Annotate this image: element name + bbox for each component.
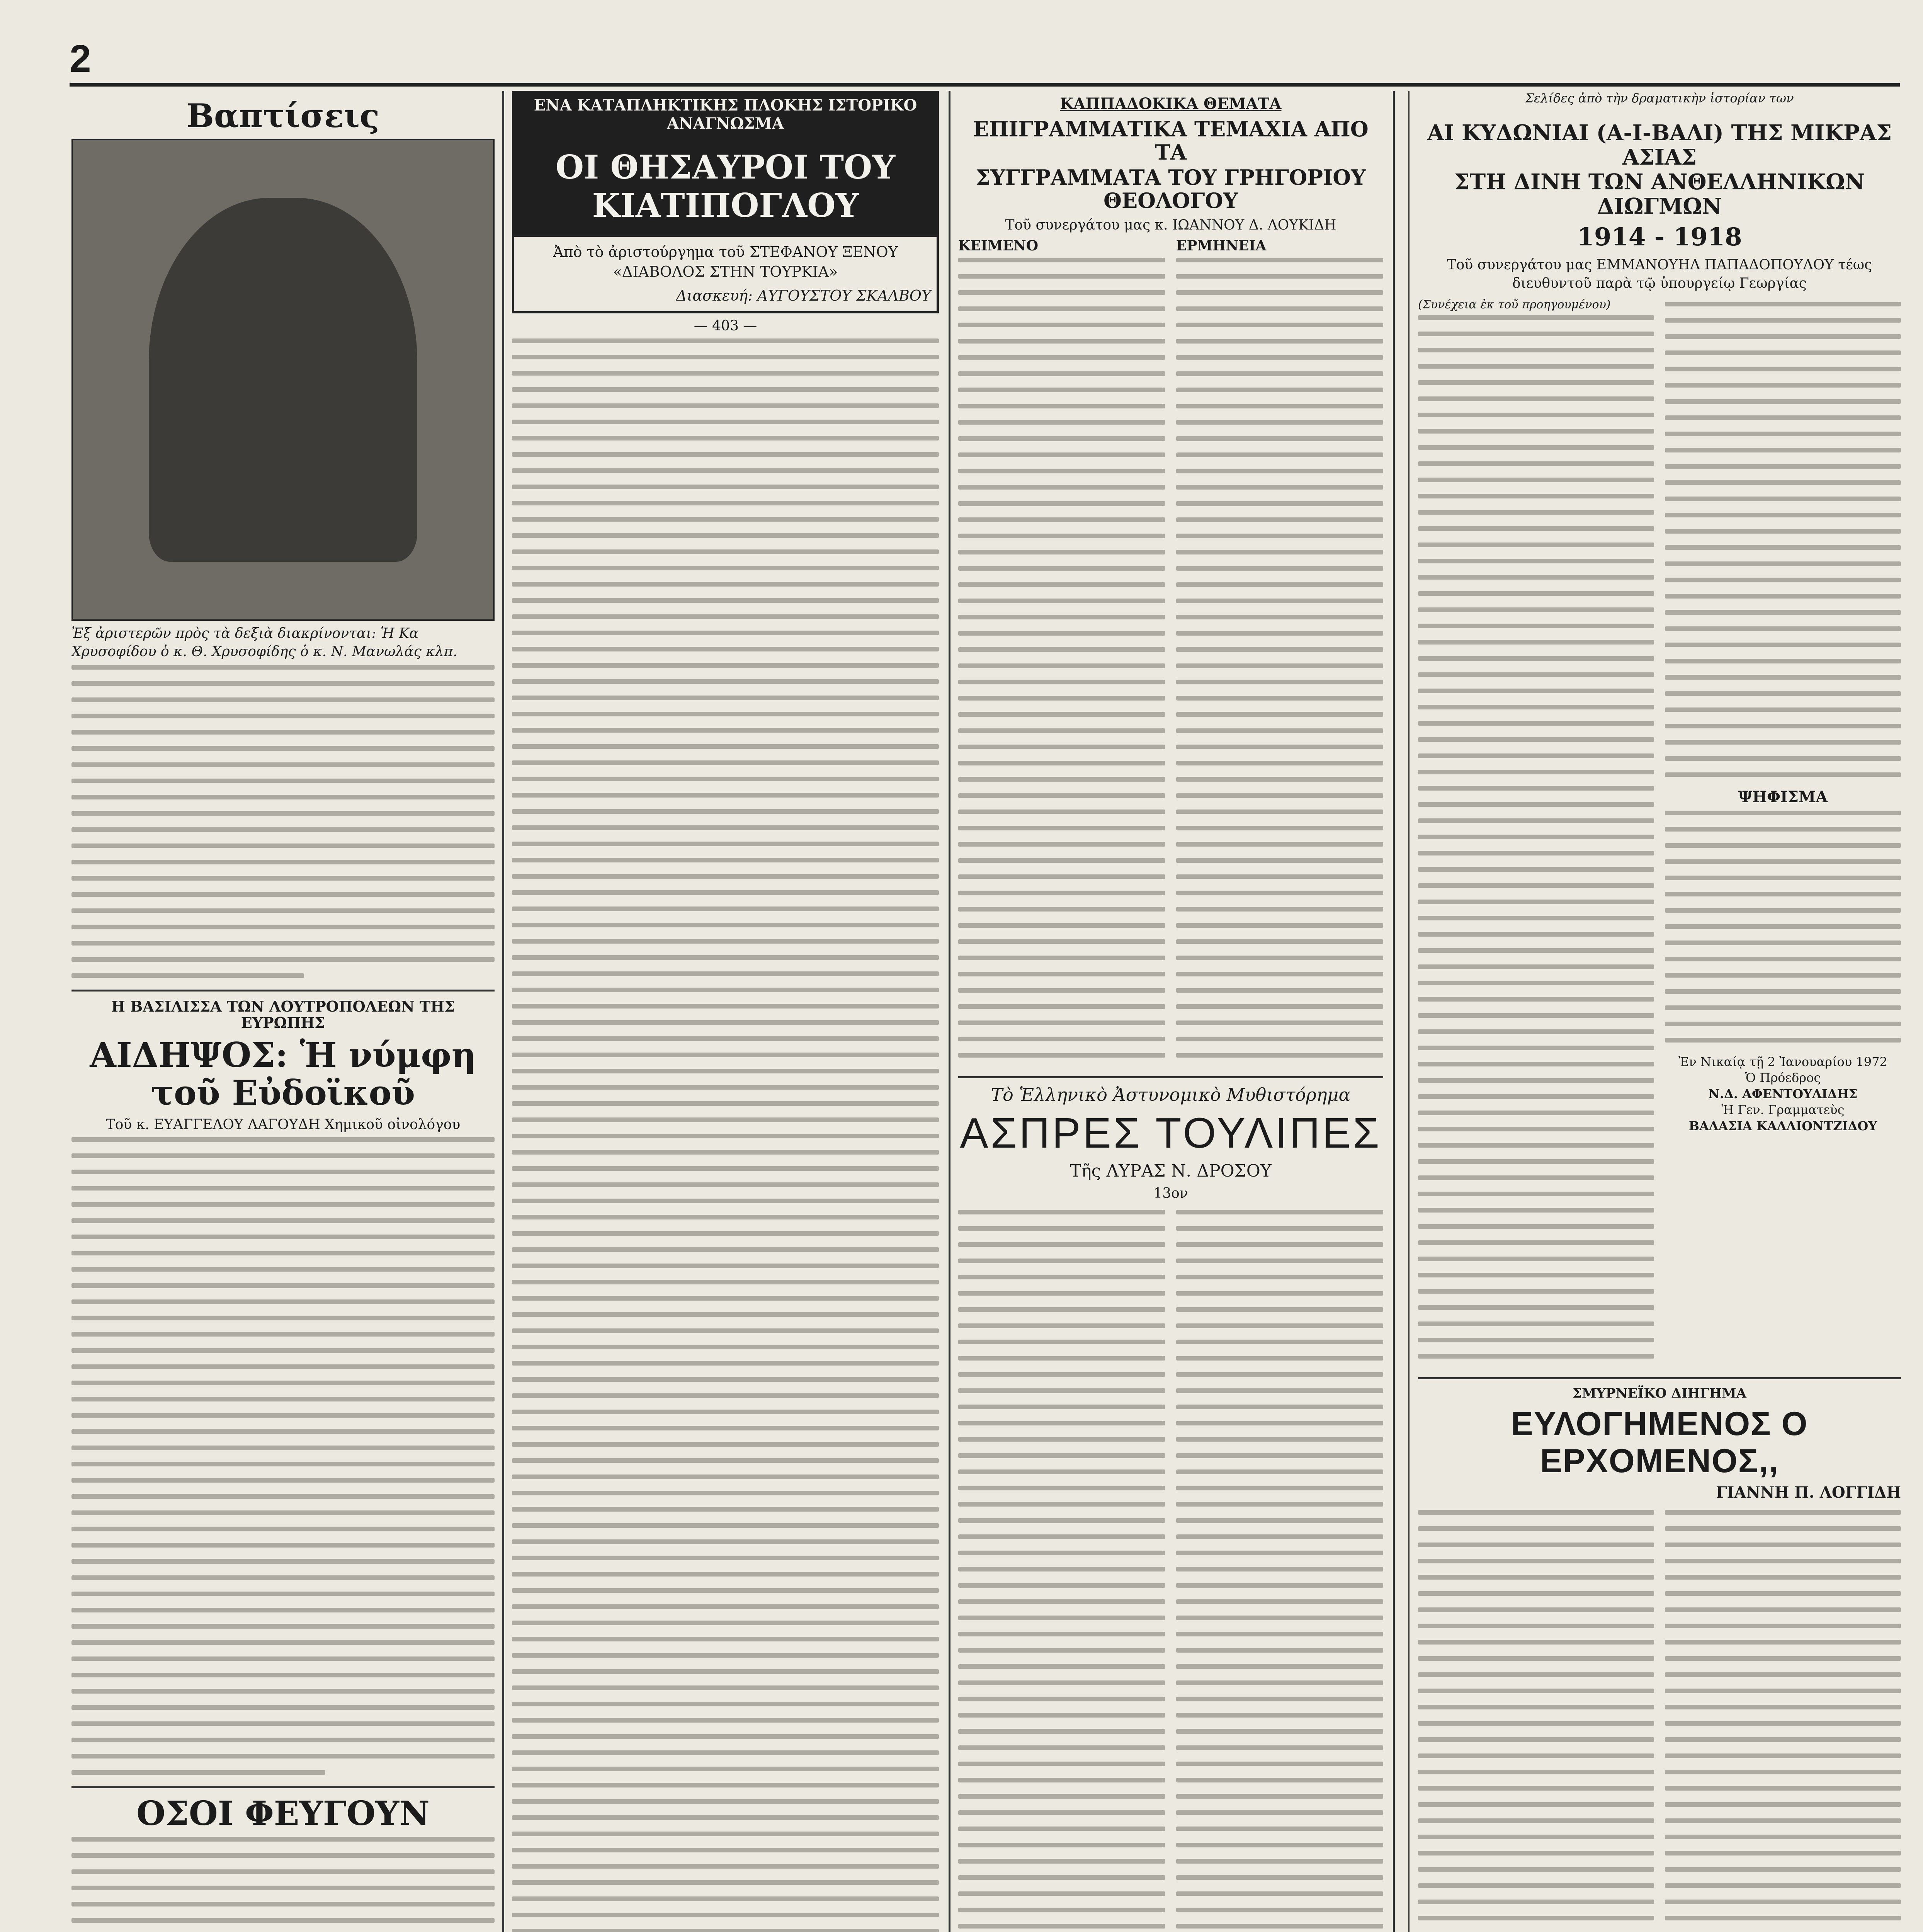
epigrams-two-columns xyxy=(958,238,1383,1069)
serial-source: Ἀπὸ τὸ ἀριστούργημα τοῦ ΣΤΕΦΑΝΟΥ ΞΕΝΟΥ «ΔΙΑΒΟΛΟΣ ΣΤΗΝ ΤΟΥΡΚΙΑ» xyxy=(553,243,898,281)
aidipsos-text xyxy=(71,1137,495,1775)
serial-kicker: ΕΝΑ ΚΑΤΑΠΛΗΚΤΙΚΗΣ ΠΛΟΚΗΣ ΙΣΤΟΡΙΚΟ ΑΝΑΓΝΩΣΜΑ xyxy=(512,91,939,138)
top-rule xyxy=(70,83,1900,87)
history-text-left xyxy=(1418,315,1654,1359)
epigrams-byline: Τοῦ συνεργάτου μας κ. ΙΩΑΝΝΟΥ Δ. ΛΟΥΚΙΔΗ xyxy=(1005,217,1336,233)
label-ermineia: ΕΡΜΗΝΕΙΑ xyxy=(1176,237,1267,254)
decree-text xyxy=(1665,811,1901,1043)
column-5 xyxy=(1418,91,1901,1932)
divider xyxy=(1418,1377,1901,1379)
divider xyxy=(958,1076,1383,1078)
story-kicker: ΣΜΥΡΝΕΪΚΟ ΔΙΗΓΗΜΑ xyxy=(1572,1385,1747,1401)
column-1 xyxy=(71,91,495,1932)
history-text-right xyxy=(1665,302,1901,777)
decree-name-1: Ν.Δ. ΑΦΕΝΤΟΥΛΙΔΗΣ xyxy=(1708,1086,1858,1101)
decree-signatures xyxy=(1665,1054,1901,1134)
baptism-photo-caption: Ἐξ ἀριστερῶν πρὸς τὰ δεξιὰ διακρίνονται: Ἡ Κα Χρυσοφίδου ὁ κ. Θ. Χρυσοφίδης ὁ κ. Ν. Μανωλάς κλπ. xyxy=(71,626,457,660)
history-two-columns xyxy=(1418,298,1901,1370)
decree-name-2: ΒΑΛΑΣΙΑ ΚΑΛΛΙΟΝΤΖΙΔΟΥ xyxy=(1688,1118,1877,1133)
history-years: 1914 - 1918 xyxy=(1577,222,1742,252)
column-3 xyxy=(958,91,1383,1932)
column-divider xyxy=(949,91,950,1932)
history-title-2: ΣΤΗ ΔΙΝΗ ΤΩΝ ΑΝΘΕΛΛΗΝΙΚΩΝ ΔΙΩΓΜΩΝ xyxy=(1454,169,1865,219)
serial-title: ΟΙ ΘΗΣΑΥΡΟΙ ΤΟΥ ΚΙΑΤΙΠΟΓΛΟΥ xyxy=(512,138,939,235)
story-author: ΓΙΑΝΝΗ Π. ΛΟΓΓΙΔΗ xyxy=(1716,1483,1901,1502)
column-divider xyxy=(1408,91,1410,1932)
keimeno-text xyxy=(958,258,1165,1058)
history-cont-note: (Συνέχεια ἐκ τοῦ προηγουμένου) xyxy=(1418,298,1611,311)
novel-author: Τῆς ΛΥΡΑΣ Ν. ΔΡΟΣΟΥ xyxy=(1070,1161,1272,1181)
serial-adaptation: Διασκευή: ΑΥΓΟΥΣΤΟΥ ΣΚΑΛΒΟΥ xyxy=(676,287,931,304)
label-keimeno: ΚΕΙΜΕΝΟ xyxy=(958,237,1039,254)
leaving-title: ΟΣΟΙ ΦΕΥΓΟΥΝ xyxy=(136,1794,430,1833)
story-text-right xyxy=(1665,1510,1901,1932)
history-byline: Τοῦ συνεργάτου μας ΕΜΜΑΝΟΥΗΛ ΠΑΠΑΔΟΠΟΥΛΟΥ τέως διευθυντοῦ παρὰ τῷ ὑπουργείῳ Γεωργίας xyxy=(1447,257,1872,292)
serial-text xyxy=(512,338,939,1932)
kappadokika-kicker: ΚΑΠΠΑΔΟΚΙΚΑ ΘΕΜΑΤΑ xyxy=(1060,95,1282,113)
column-divider xyxy=(502,91,504,1932)
column-divider xyxy=(1393,91,1395,1932)
story-two-columns xyxy=(1418,1506,1901,1932)
aidipsos-kicker: Η ΒΑΣΙΛΙΣΣΑ ΤΩΝ ΛΟΥΤΡΟΠΟΛΕΩΝ ΤΗΣ ΕΥΡΩΠΗΣ xyxy=(111,997,455,1032)
story-title: ΕΥΛΟΓΗΜΕΝΟΣ Ο ΕΡΧΟΜΕΝΟΣ,, xyxy=(1511,1405,1808,1480)
serial-subtitle xyxy=(512,235,939,313)
leaving-text xyxy=(71,1837,495,1932)
page-number: 2 xyxy=(70,37,91,80)
novel-chapter: 13ον xyxy=(1153,1185,1188,1201)
novel-section-label: Τὸ Ἑλληνικὸ Ἀστυνομικὸ Μυθιστόρημα xyxy=(991,1084,1351,1105)
novel-text-right xyxy=(1176,1210,1383,1932)
decree-secretary: Ἡ Γεν. Γραμματεὺς xyxy=(1721,1102,1845,1117)
ermineia-text xyxy=(1176,258,1383,1058)
epigrams-title-2: ΣΥΓΓΡΑΜΜΑΤΑ ΤΟΥ ΓΡΗΓΟΡΙΟΥ ΘΕΟΛΟΓΟΥ xyxy=(976,165,1366,213)
decree-role: Ὁ Πρόεδρος xyxy=(1745,1070,1821,1085)
column-2 xyxy=(512,91,939,1932)
decree-date: Ἐν Νικαίᾳ τῇ 2 Ἰανουαρίου 1972 xyxy=(1678,1054,1887,1069)
baptism-photo xyxy=(71,139,495,621)
aidipsos-byline: Τοῦ κ. ΕΥΑΓΓΕΛΟΥ ΛΑΓΟΥΔΗ Χημικοῦ οἰνολόγου xyxy=(105,1116,461,1133)
story-text-left xyxy=(1418,1510,1654,1932)
novel-text-left xyxy=(958,1210,1165,1932)
divider xyxy=(71,990,495,992)
aidipsos-title: ΑΙΔΗΨΟΣ: Ἡ νύμφη τοῦ Εὐδοϊκοῦ xyxy=(90,1034,476,1113)
baptisms-heading: Βαπτίσεις xyxy=(186,97,380,135)
novel-title: ΑΣΠΡΕΣ ΤΟΥΛΙΠΕΣ xyxy=(960,1109,1382,1157)
epigrams-title-1: ΕΠΙΓΡΑΜΜΑΤΙΚΑ ΤΕΜΑΧΙΑ ΑΠΟ ΤΑ xyxy=(973,116,1369,165)
divider xyxy=(71,1786,495,1788)
serial-installment: — 403 — xyxy=(694,318,757,334)
baptism-text xyxy=(71,665,495,978)
novel-two-columns xyxy=(958,1206,1383,1932)
history-top-note: Σελίδες ἀπὸ τὴν δραματικὴν ἱστορίαν των xyxy=(1525,91,1794,105)
history-title-1: ΑΙ ΚΥΔΩΝΙΑΙ (Α-Ι-ΒΑΛΙ) ΤΗΣ ΜΙΚΡΑΣ ΑΣΙΑΣ xyxy=(1427,120,1892,170)
decree-title: ΨΗΦΙΣΜΑ xyxy=(1738,787,1828,806)
